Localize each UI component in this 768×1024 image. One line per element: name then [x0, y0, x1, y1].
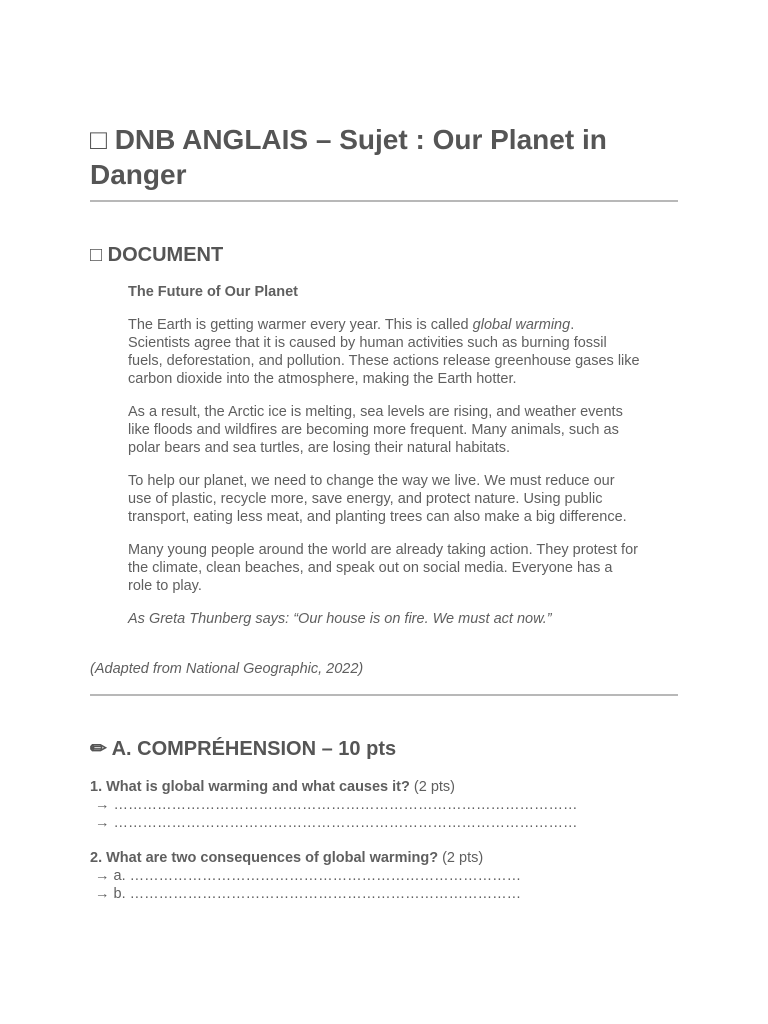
quote	[128, 610, 640, 628]
paragraph-3: To help our planet, we need to change the way we live. We must reduce our use of plastic, recycle more, save energy, and protect nature. Using public transport, eating less meat, and planting trees can also make a big difference.	[128, 473, 627, 525]
question-1-prompt	[90, 778, 680, 796]
article-title: The Future of Our Planet	[128, 284, 298, 300]
question-1	[90, 778, 680, 832]
document-heading-text: DOCUMENT	[107, 244, 224, 266]
document-icon: □	[90, 124, 107, 155]
page-title-text: DNB ANGLAIS – Sujet : Our Planet in Danger	[90, 124, 607, 190]
document-section-heading	[90, 243, 223, 267]
pencil-icon: ✏	[90, 738, 107, 760]
document-text	[128, 283, 640, 643]
paragraph-1-start: The Earth is getting warmer every year. This is called	[128, 317, 473, 333]
answer-line[interactable]: → ……………………………………………………………………………………	[95, 815, 578, 831]
document-icon: □	[90, 244, 103, 266]
question-text: 1. What is global warming and what causes it?	[90, 779, 410, 795]
question-text: 2. What are two consequences of global warming?	[90, 850, 439, 866]
divider	[90, 694, 678, 696]
comprehension-heading-text: A. COMPRÉHENSION – 10 pts	[111, 738, 397, 760]
paragraph-1	[128, 316, 640, 388]
page-title	[90, 122, 680, 192]
question-2-prompt	[90, 849, 680, 867]
comprehension-section-heading	[90, 737, 396, 761]
question-list	[90, 778, 680, 920]
paragraph-1-end: . Scientists agree that it is caused by human activities such as burning fossil fuels, deforestation, and pollution. These actions release greenhouse gases like carbon dioxide into the atmosphere, making the Earth hotter.	[128, 317, 640, 387]
answer-line[interactable]: → b. ………………………………………………………………………	[95, 886, 522, 902]
paragraph-2: As a result, the Arctic ice is melting, sea levels are rising, and weather events like floods and wildfires are becoming more frequent. Many animals, such as polar bears and sea turtles, are losing their natural habitats.	[128, 404, 623, 456]
source-citation: (Adapted from National Geographic, 2022)	[90, 661, 364, 677]
question-points: (2 pts)	[442, 850, 484, 866]
quote-text: As Greta Thunberg says: “Our house is on fire. We must act now.”	[128, 611, 552, 627]
answer-line[interactable]: → ……………………………………………………………………………………	[95, 797, 578, 813]
paragraph-1-emphasis: global warming	[472, 317, 571, 333]
question-points: (2 pts)	[413, 779, 455, 795]
divider	[90, 200, 678, 202]
paragraph-4: Many young people around the world are already taking action. They protest for the climate, clean beaches, and speak out on social media. Everyone has a role to play.	[128, 542, 638, 594]
question-2	[90, 849, 680, 903]
answer-line[interactable]: → a. ………………………………………………………………………	[95, 868, 522, 884]
